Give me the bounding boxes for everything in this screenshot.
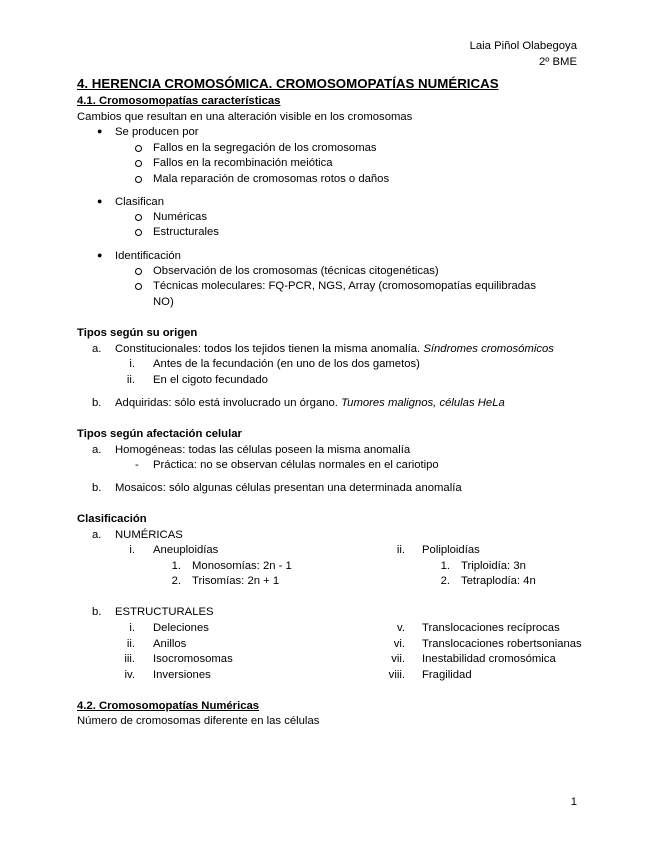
list-marker: viii. [388, 669, 405, 681]
list-marker: ii. [126, 374, 135, 386]
origin-heading: Tipos según su origen [77, 327, 198, 339]
list-marker: a. [92, 444, 102, 456]
list-marker: iv. [124, 669, 135, 681]
cell-affect-heading: Tipos según afectación celular [77, 428, 242, 440]
list-marker: vi. [393, 638, 405, 650]
list-marker: 1. [171, 560, 181, 572]
circle-bullet-icon [135, 145, 142, 152]
course-label: 2º BME [538, 56, 577, 68]
list-marker: b. [92, 482, 102, 494]
list-item: Mosaicos: sólo algunas células presentan una determinada anomalía [115, 482, 462, 494]
list-marker: 2. [171, 575, 181, 587]
author-name: Laia Piñol Olabegoya [469, 40, 577, 52]
list-item: Estructurales [153, 226, 219, 238]
section-intro: Número de cromosomas diferente en las células [77, 715, 320, 727]
circle-bullet-icon [135, 160, 142, 167]
list-item: Fallos en la recombinación meiótica [153, 157, 333, 169]
list-item: Translocaciones robertsonianas [422, 638, 582, 650]
list-item: Aneuploidías [153, 544, 219, 556]
list-item: Triploidía: 3n [461, 560, 526, 572]
structural-label: ESTRUCTURALES [115, 606, 214, 618]
list-marker: a. [92, 529, 102, 541]
list-item: Deleciones [153, 622, 209, 634]
list-item: Monosomías: 2n - 1 [192, 560, 292, 572]
list-item: Observación de los cromosomas (técnicas citogenéticas) [153, 265, 439, 277]
circle-bullet-icon [135, 176, 142, 183]
bullet-icon: ● [97, 126, 103, 136]
origin-constitutional: Constitucionales: todos los tejidos tienen la misma anomalía. Síndromes cromosómicos [115, 343, 554, 355]
circle-bullet-icon [135, 214, 142, 221]
list-marker: vii. [391, 653, 405, 665]
list-marker: a. [92, 343, 102, 355]
list-item: Fragilidad [422, 669, 472, 681]
classification-heading: Clasificación [77, 513, 147, 525]
list-item: Inestabilidad cromosómica [422, 653, 556, 665]
list-marker: i. [129, 544, 135, 556]
origin-acquired: Adquiridas: sólo está involucrado un órgano. Tumores malignos, células HeLa [115, 397, 505, 409]
list-item: Isocromosomas [153, 653, 233, 665]
list-item: Tetraplodía: 4n [461, 575, 536, 587]
section-heading-4-2: 4.2. Cromosomopatías Numéricas [77, 700, 260, 712]
list-item: Translocaciones recíprocas [422, 622, 560, 634]
list-item: Homogéneas: todas las células poseen la misma anomalía [115, 444, 411, 456]
bullet-icon: ● [97, 196, 103, 206]
list-item: Práctica: no se observan células normales en el cariotipo [153, 459, 439, 471]
list-item: Numéricas [153, 211, 207, 223]
list-marker: b. [92, 606, 102, 618]
page-number: 1 [570, 796, 577, 808]
list-item: Poliploidías [422, 544, 480, 556]
list-item: Inversiones [153, 669, 211, 681]
list-item-continued: NO) [153, 296, 174, 308]
list-marker: i. [129, 622, 135, 634]
list-item: Mala reparación de cromosomas rotos o daños [153, 173, 390, 185]
bullet-label: Identificación [115, 250, 181, 262]
list-item: En el cigoto fecundado [153, 374, 268, 386]
list-marker: ii. [396, 544, 405, 556]
list-item: Antes de la fecundación (en uno de los dos gametos) [153, 358, 420, 370]
list-marker: ii. [126, 638, 135, 650]
section-intro: Cambios que resultan en una alteración visible en los cromosomas [77, 111, 413, 123]
circle-bullet-icon [135, 268, 142, 275]
list-item: Fallos en la segregación de los cromosomas [153, 142, 377, 154]
dash-marker: - [135, 459, 139, 471]
list-marker: i. [129, 358, 135, 370]
bullet-label: Se producen por [115, 126, 199, 138]
circle-bullet-icon [135, 229, 142, 236]
list-marker: 1. [440, 560, 450, 572]
list-item: Trisomías: 2n + 1 [192, 575, 280, 587]
list-marker: 2. [440, 575, 450, 587]
list-marker: v. [397, 622, 405, 634]
list-item: Anillos [153, 638, 187, 650]
list-marker: b. [92, 397, 102, 409]
page-title: 4. HERENCIA CROMOSÓMICA. CROMOSOMOPATÍAS NUMÉRICAS [77, 76, 499, 91]
bullet-label: Clasifican [115, 196, 164, 208]
section-heading-4-1: 4.1. Cromosomopatías características [77, 95, 281, 107]
numeric-label: NUMÉRICAS [115, 529, 183, 541]
list-marker: iii. [124, 653, 135, 665]
bullet-icon: ● [97, 250, 103, 260]
circle-bullet-icon [135, 283, 142, 290]
list-item: Técnicas moleculares: FQ-PCR, NGS, Array (cromosomopatías equilibradas [153, 280, 536, 292]
